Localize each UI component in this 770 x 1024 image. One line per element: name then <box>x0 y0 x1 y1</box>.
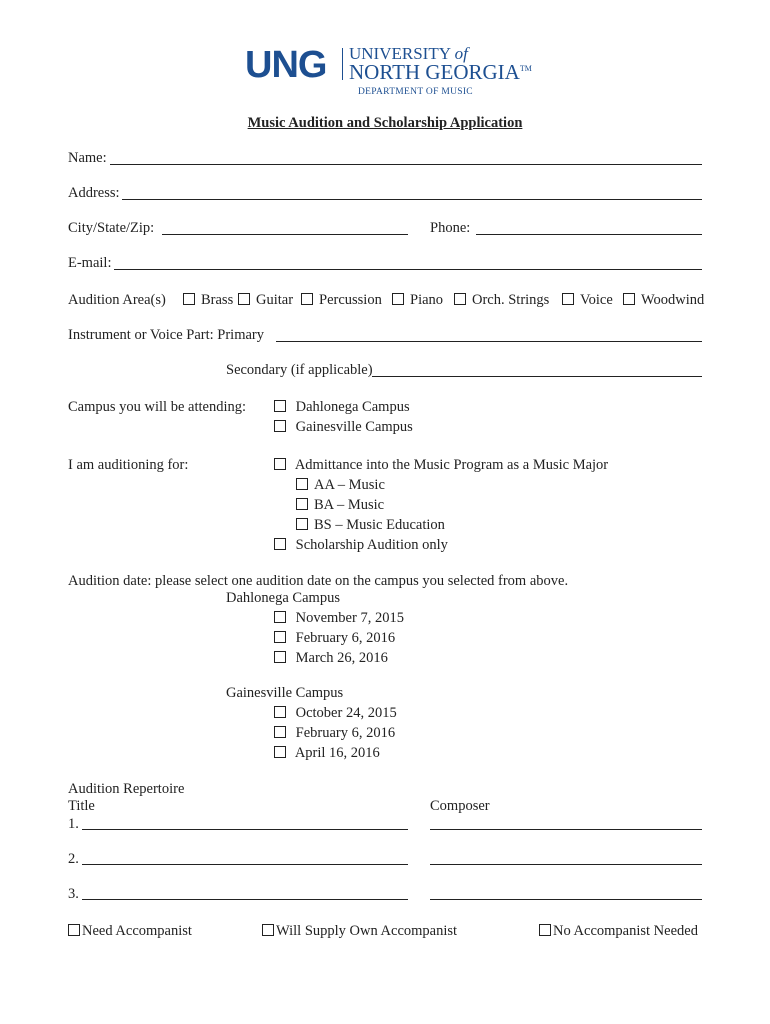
audition-area-percussion[interactable]: Percussion <box>301 292 382 309</box>
address-field[interactable] <box>122 199 702 200</box>
email-label: E-mail: <box>68 255 112 271</box>
auditioning-option-ba[interactable]: BA – Music <box>296 497 384 514</box>
phone-label: Phone: <box>430 220 471 236</box>
phone-field[interactable] <box>476 234 702 235</box>
checkbox[interactable] <box>274 538 286 550</box>
checkbox[interactable] <box>623 293 635 305</box>
repertoire-composer-field[interactable] <box>430 899 702 900</box>
auditioning-option-major[interactable]: Admittance into the Music Program as a Music Major <box>274 457 608 474</box>
email-field[interactable] <box>114 269 702 270</box>
campus-option-dahlonega[interactable]: Dahlonega Campus <box>274 399 410 416</box>
date-option[interactable]: March 26, 2016 <box>274 650 388 667</box>
campus-option-gainesville[interactable]: Gainesville Campus <box>274 419 413 436</box>
repertoire-title-field[interactable] <box>82 864 408 865</box>
date-option[interactable]: February 6, 2016 <box>274 630 395 647</box>
repertoire-heading: Audition Repertoire <box>68 781 185 797</box>
dahlonega-dates-label: Dahlonega Campus <box>226 590 340 606</box>
repertoire-composer-header: Composer <box>430 798 490 814</box>
auditioning-option-bs[interactable]: BS – Music Education <box>296 517 445 534</box>
audition-area-brass[interactable]: Brass <box>183 292 233 309</box>
city-field[interactable] <box>162 234 408 235</box>
city-label: City/State/Zip: <box>68 220 155 236</box>
logo-north-georgia: NORTH GEORGIA™ <box>349 60 532 84</box>
checkbox[interactable] <box>296 498 308 510</box>
audition-area-label: Audition Area(s) <box>68 292 166 308</box>
audition-area-piano[interactable]: Piano <box>392 292 443 309</box>
checkbox[interactable] <box>274 420 286 432</box>
repertoire-row-number: 2. <box>68 851 79 867</box>
address-label: Address: <box>68 185 120 201</box>
auditioning-option-aa[interactable]: AA – Music <box>296 477 385 494</box>
repertoire-title-field[interactable] <box>82 829 408 830</box>
logo-university: UNIVERSITY of <box>349 44 468 63</box>
instrument-primary-label: Instrument or Voice Part: Primary <box>68 327 264 343</box>
date-option[interactable]: November 7, 2015 <box>274 610 404 627</box>
date-option[interactable]: October 24, 2015 <box>274 705 397 722</box>
checkbox[interactable] <box>274 631 286 643</box>
instrument-secondary-label: Secondary (if applicable) <box>226 362 373 378</box>
checkbox[interactable] <box>274 746 286 758</box>
checkbox[interactable] <box>262 924 274 936</box>
date-option[interactable]: April 16, 2016 <box>274 745 380 762</box>
logo-department: DEPARTMENT OF MUSIC <box>358 87 473 97</box>
logo-ung-text: UNG <box>245 44 327 86</box>
campus-label: Campus you will be attending: <box>68 399 247 415</box>
checkbox[interactable] <box>274 400 286 412</box>
audition-area-voice[interactable]: Voice <box>562 292 613 309</box>
checkbox[interactable] <box>183 293 195 305</box>
checkbox[interactable] <box>301 293 313 305</box>
checkbox[interactable] <box>274 651 286 663</box>
repertoire-row-number: 3. <box>68 886 79 902</box>
checkbox[interactable] <box>68 924 80 936</box>
checkbox[interactable] <box>274 706 286 718</box>
name-field[interactable] <box>110 164 702 165</box>
checkbox[interactable] <box>238 293 250 305</box>
repertoire-composer-field[interactable] <box>430 829 702 830</box>
dates-instruction: Audition date: please select one audition date on the campus you selected from above. <box>68 573 569 589</box>
repertoire-composer-field[interactable] <box>430 864 702 865</box>
instrument-secondary-field[interactable] <box>372 376 702 377</box>
repertoire-row-number: 1. <box>68 816 79 832</box>
logo-divider <box>342 48 343 80</box>
accompanist-need[interactable]: Need Accompanist <box>68 923 192 940</box>
audition-area-guitar[interactable]: Guitar <box>238 292 293 309</box>
checkbox[interactable] <box>274 726 286 738</box>
page-title: Music Audition and Scholarship Application <box>247 115 523 131</box>
gainesville-dates-label: Gainesville Campus <box>226 685 344 701</box>
instrument-primary-field[interactable] <box>276 341 702 342</box>
audition-area-woodwind[interactable]: Woodwind <box>623 292 704 309</box>
checkbox[interactable] <box>539 924 551 936</box>
accompanist-not-needed[interactable]: No Accompanist Needed <box>539 923 698 940</box>
accompanist-supply-own[interactable]: Will Supply Own Accompanist <box>262 923 457 940</box>
repertoire-title-field[interactable] <box>82 899 408 900</box>
auditioning-option-scholarship[interactable]: Scholarship Audition only <box>274 537 448 554</box>
name-label: Name: <box>68 150 107 166</box>
checkbox[interactable] <box>392 293 404 305</box>
auditioning-label: I am auditioning for: <box>68 457 189 473</box>
checkbox[interactable] <box>296 478 308 490</box>
date-option[interactable]: February 6, 2016 <box>274 725 395 742</box>
checkbox[interactable] <box>562 293 574 305</box>
repertoire-title-header: Title <box>68 798 95 814</box>
checkbox[interactable] <box>274 611 286 623</box>
audition-area-orch-strings[interactable]: Orch. Strings <box>454 292 549 309</box>
checkbox[interactable] <box>454 293 466 305</box>
checkbox[interactable] <box>296 518 308 530</box>
checkbox[interactable] <box>274 458 286 470</box>
